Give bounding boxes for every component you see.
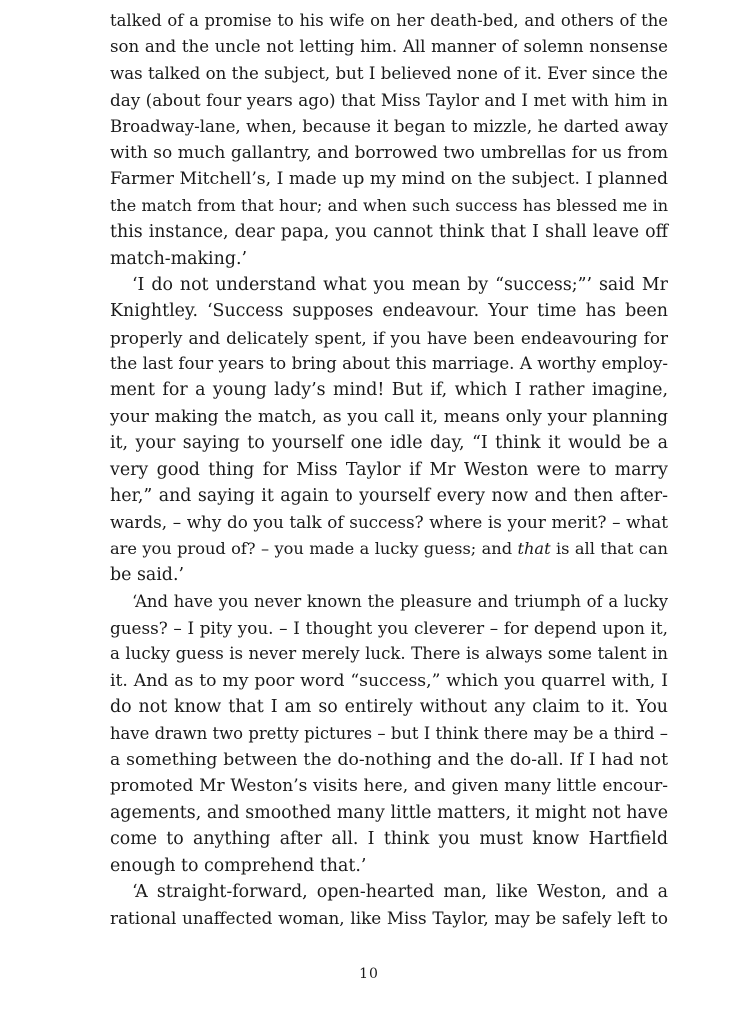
text-line: ‘And have you never known the pleasure and triumph of a lucky bbox=[132, 591, 668, 611]
text-line: do not know that I am so entirely without any claim to it. You bbox=[110, 697, 668, 718]
text-line: have drawn two pretty pictures – but I think there may be a third – bbox=[110, 723, 668, 743]
text-line: very good thing for Miss Taylor if Mr Weston were to marry bbox=[110, 459, 668, 480]
text-line: a lucky guess is never merely luck. There is always some talent in bbox=[110, 644, 668, 664]
text-line: Broadway-lane, when, because it began to mizzle, he darted away bbox=[110, 116, 668, 136]
text-line: wards, – why do you talk of success? where is your merit? – what bbox=[110, 512, 668, 533]
text-line: the match from that hour; and when such success has blessed me in bbox=[110, 195, 668, 215]
text-line: rational unaffected woman, like Miss Taylor, may be safely left to bbox=[110, 908, 668, 929]
text-line: Farmer Mitchell’s, I made up my mind on the subject. I planned bbox=[110, 169, 668, 190]
text-line: ‘A straight-forward, open-hearted man, like Weston, and a bbox=[132, 881, 668, 902]
text-line: properly and delicately spent, if you have been endeavouring for bbox=[110, 327, 668, 348]
text-line: ‘I do not understand what you mean by “success;”’ said Mr bbox=[132, 274, 668, 295]
text-line: ment for a young lady’s mind! But if, which I rather imagine, bbox=[110, 380, 668, 401]
body-text bbox=[110, 8, 668, 932]
text-line: are you proud of? – you made a lucky guess; and that is all that can bbox=[110, 538, 668, 558]
text-line: match-making.’ bbox=[110, 248, 248, 269]
text-line: be said.’ bbox=[110, 565, 184, 586]
text-line: guess? – I pity you. – I thought you cleverer – for depend upon it, bbox=[110, 617, 668, 638]
text-line: come to anything after all. I think you must know Hartfield bbox=[110, 829, 668, 850]
text-line: with so much gallantry, and borrowed two umbrellas for us from bbox=[110, 142, 668, 163]
text-line: a something between the do-nothing and the do-all. If I had not bbox=[110, 749, 668, 770]
text-line: talked of a promise to his wife on her death-bed, and others of the bbox=[110, 11, 668, 30]
text-line: enough to comprehend that.’ bbox=[110, 855, 367, 876]
page-number: 10 bbox=[359, 966, 379, 982]
text-line: her,” and saying it again to yourself every now and then after- bbox=[110, 486, 668, 507]
text-line: this instance, dear papa, you cannot think that I shall leave off bbox=[110, 222, 668, 243]
text-line: agements, and smoothed many little matters, it might not have bbox=[110, 802, 668, 823]
text-line: promoted Mr Weston’s visits here, and given many little encour- bbox=[110, 776, 668, 797]
text-line: your making the match, as you call it, means only your planning bbox=[110, 406, 668, 427]
text-line: the last four years to bring about this marriage. A worthy employ- bbox=[110, 354, 668, 374]
text-line: son and the uncle not letting him. All manner of solemn nonsense bbox=[110, 37, 668, 57]
text-line: day (about four years ago) that Miss Taylor and I met with him in bbox=[110, 90, 668, 111]
text-line: it. And as to my poor word “success,” which you quarrel with, I bbox=[110, 670, 668, 691]
text-line: was talked on the subject, but I believed none of it. Ever since the bbox=[110, 63, 668, 83]
text-line: Knightley. ‘Success supposes endeavour. Your time has been bbox=[110, 301, 668, 322]
text-line: it, your saying to yourself one idle day, “I think it would be a bbox=[110, 433, 668, 454]
